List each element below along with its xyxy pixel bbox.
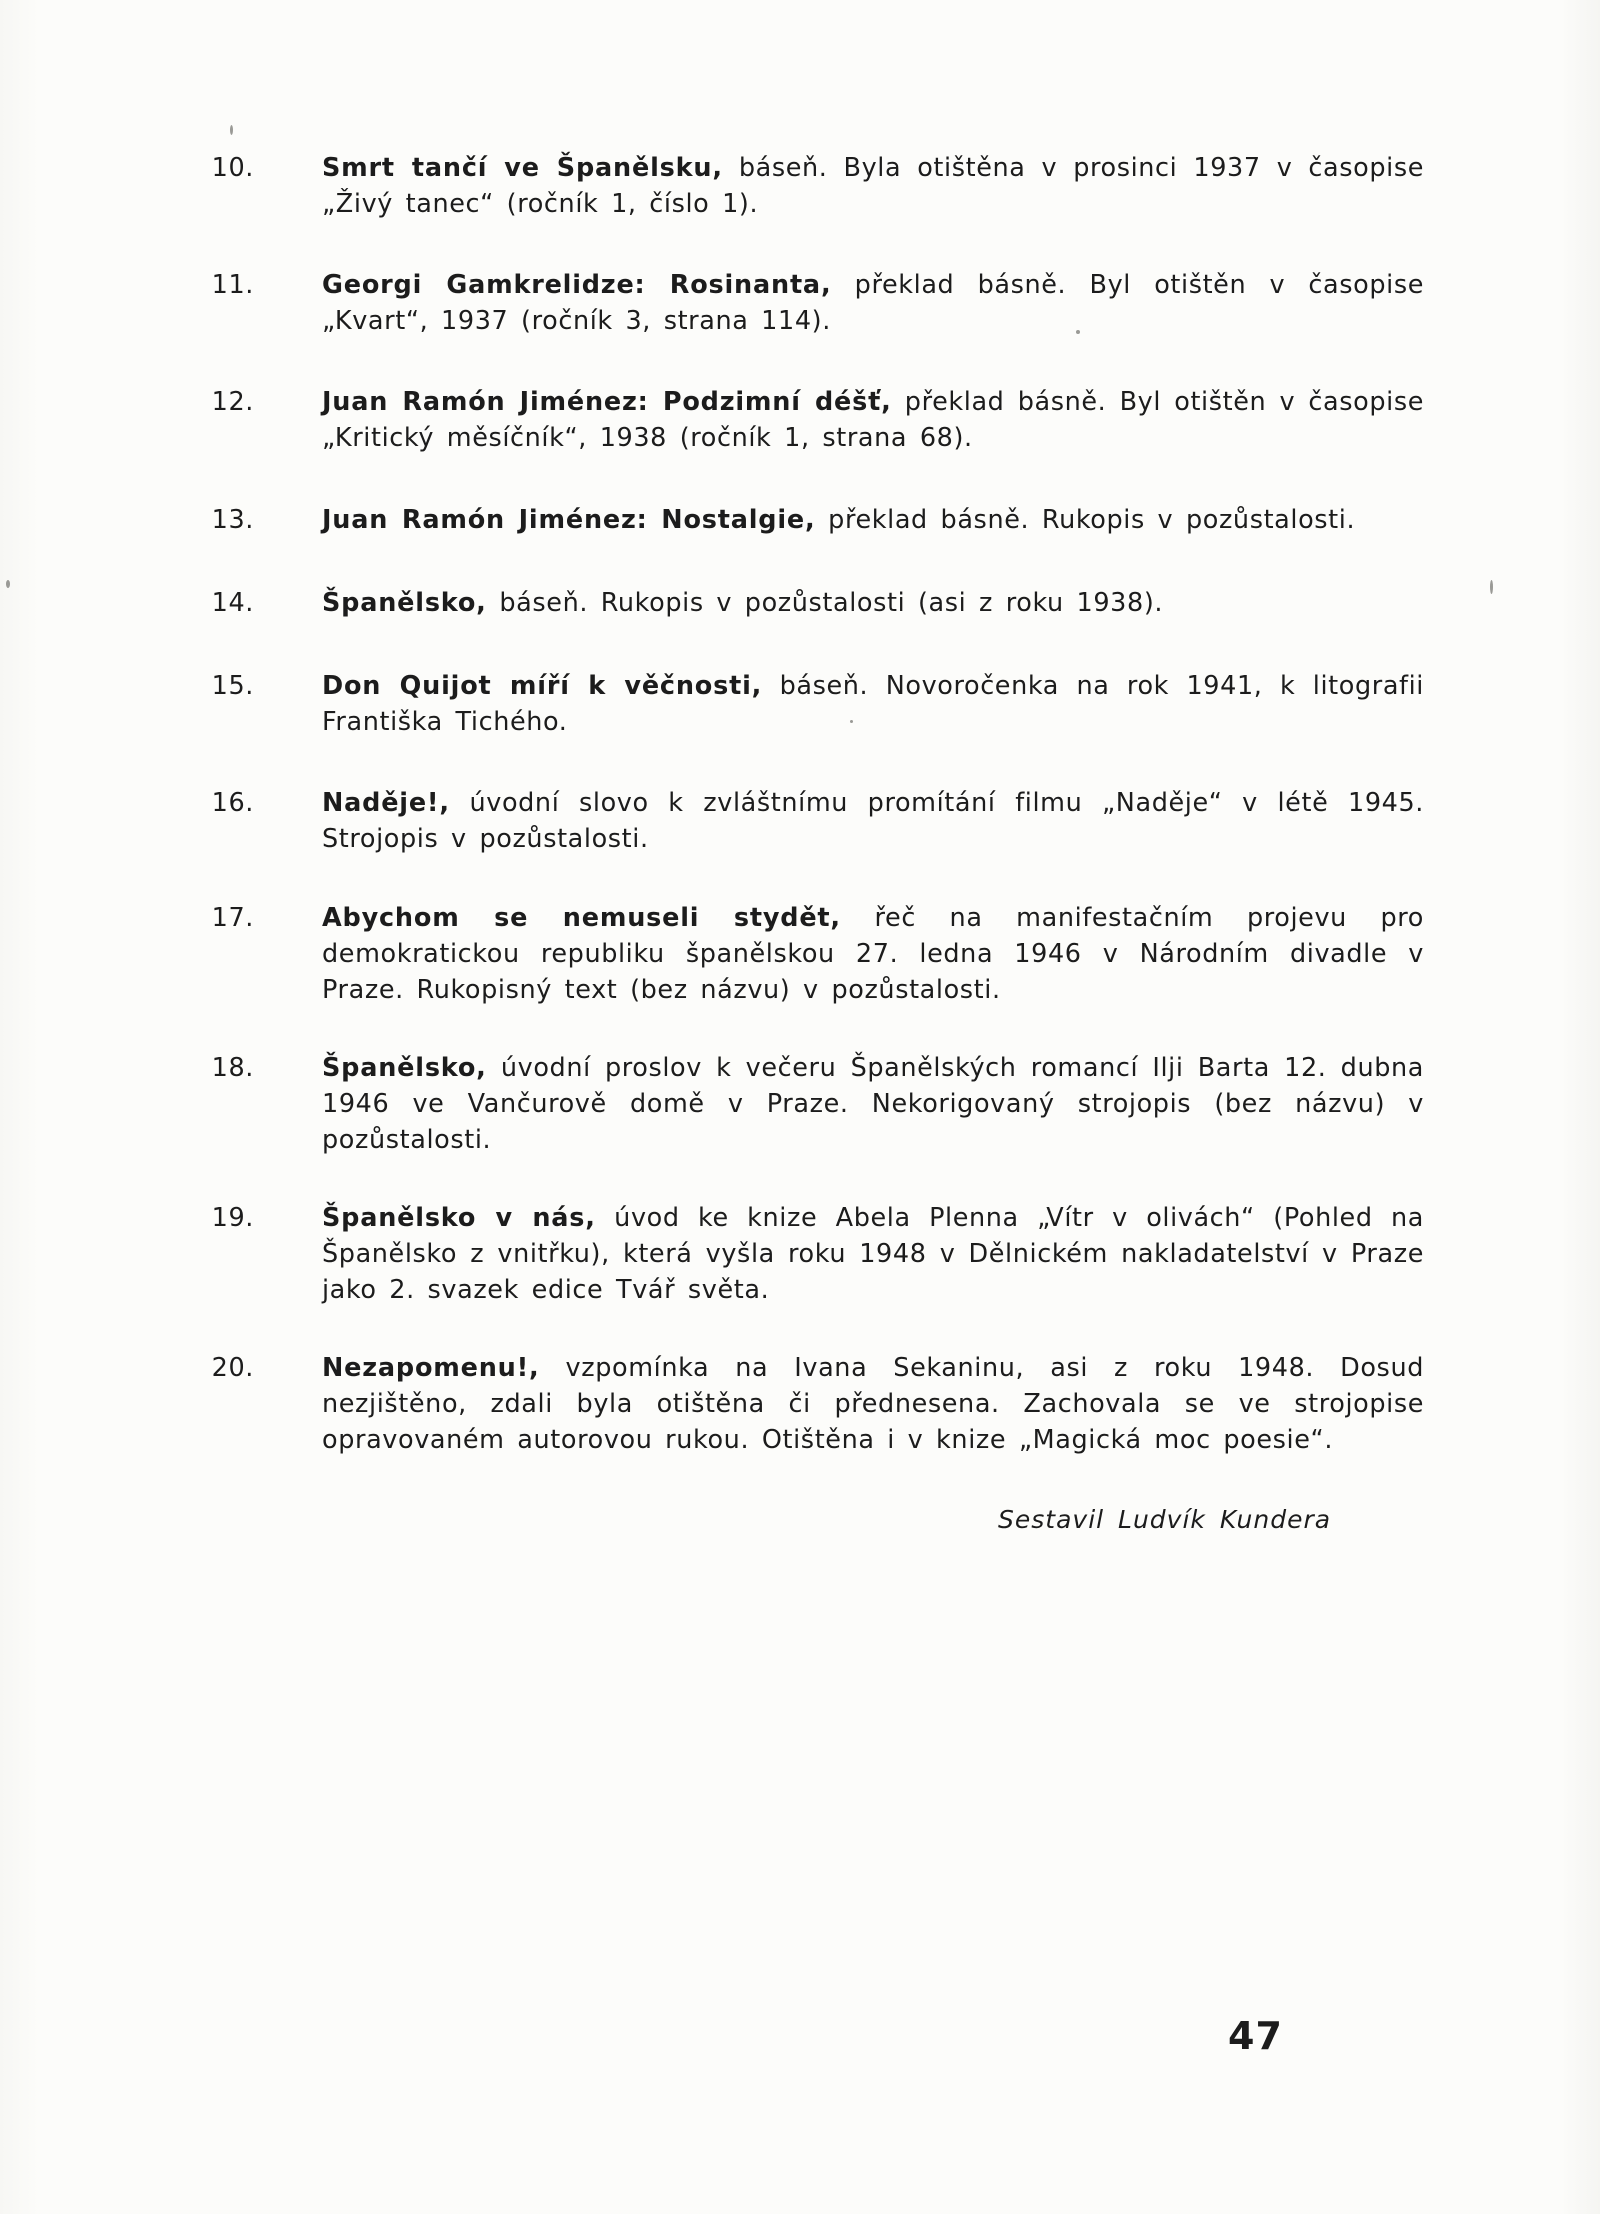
entry-body — [256, 668, 1424, 740]
entry-number: 13. — [211, 505, 254, 535]
entry-body — [256, 150, 1424, 222]
entry-number: 10. — [211, 153, 254, 183]
entry-title: Juan Ramón Jiménez: Nostalgie, — [322, 505, 816, 535]
bibliography-entry-11 — [211, 267, 1424, 339]
entry-number: 16. — [211, 788, 254, 818]
bibliography-entry-20 — [211, 1350, 1424, 1458]
entry-text: překlad básně. Byl otištěn v časopise „Kritický měsíčník“, 1938 (ročník 1, strana 68). — [322, 387, 1424, 453]
entry-title: Naděje!, — [322, 788, 450, 818]
entry-body — [256, 585, 1424, 621]
entry-text: báseň. Rukopis v pozůstalosti (asi z roku 1938). — [486, 588, 1164, 618]
bibliography-entry-14 — [211, 585, 1424, 621]
entry-text: překlad básně. Byl otištěn v časopise „Kvart“, 1937 (ročník 3, strana 114). — [322, 270, 1424, 336]
paper-speck — [1490, 580, 1493, 594]
compiler-signature: Sestavil Ludvík Kundera — [998, 1505, 1332, 1534]
entry-title: Španělsko v nás, — [322, 1203, 596, 1233]
entry-title: Španělsko, — [322, 1053, 487, 1083]
bibliography-entry-17 — [211, 900, 1425, 1008]
entry-body — [256, 900, 1424, 1008]
entry-text: vzpomínka na Ivana Sekaninu, asi z roku 1948. Dosud nezjištěno, zdali byla otištěna či přednesena. Zachovala se ve strojopise opravovaném autorovou rukou. Otištěna i v knize „Magická moc poesie“. — [322, 1353, 1424, 1455]
entry-number: 12. — [211, 387, 254, 417]
bibliography-entry-15 — [211, 668, 1424, 740]
entry-number: 17. — [211, 903, 254, 933]
entry-text: úvod ke knize Abela Plenna „Vítr v olivách“ (Pohled na Španělsko z vnitřku), která vyšla roku 1948 v Dělnickém nakladatelství v Praze jako 2. svazek edice Tvář světa. — [322, 1203, 1424, 1305]
entry-number: 19. — [211, 1203, 254, 1233]
entry-title: Juan Ramón Jiménez: Podzimní déšť, — [322, 387, 892, 417]
paper-speck — [850, 720, 853, 723]
entry-body — [256, 384, 1424, 456]
entry-title: Nezapomenu!, — [322, 1353, 540, 1383]
entry-body — [256, 502, 1424, 538]
entry-body — [256, 1200, 1424, 1308]
entry-body — [256, 785, 1424, 857]
entry-number: 18. — [211, 1053, 254, 1083]
bibliography-entry-19 — [211, 1200, 1424, 1308]
paper-speck — [1076, 330, 1080, 334]
bibliography-entry-10 — [211, 150, 1424, 222]
entry-text: překlad básně. Rukopis v pozůstalosti. — [815, 505, 1356, 535]
bibliography-entry-16 — [211, 785, 1424, 857]
entry-text: báseň. Byla otištěna v prosinci 1937 v časopise „Živý tanec“ (ročník 1, číslo 1). — [322, 153, 1424, 219]
paper-speck — [230, 125, 233, 135]
entry-body — [256, 1350, 1424, 1458]
entry-number: 15. — [211, 671, 254, 701]
entry-number: 14. — [211, 588, 254, 618]
entry-text: úvodní proslov k večeru Španělských romancí Ilji Barta 12. dubna 1946 ve Vančurově domě v Praze. Nekorigovaný strojopis (bez názvu) v pozůstalosti. — [322, 1053, 1424, 1155]
entry-title: Španělsko, — [322, 588, 487, 618]
entry-text: báseň. Novoročenka na rok 1941, k litografii Františka Tichého. — [322, 671, 1424, 737]
entry-title: Georgi Gamkrelidze: Rosinanta, — [322, 270, 832, 300]
entry-title: Abychom se nemuseli stydět, — [322, 903, 841, 933]
entry-title: Don Quijot míří k věčnosti, — [322, 671, 763, 701]
bibliography-entry-18 — [211, 1050, 1424, 1158]
entry-number: 11. — [211, 270, 254, 300]
page-number: 47 — [1228, 2014, 1283, 2058]
bibliography-entry-12 — [211, 384, 1424, 456]
entry-title: Smrt tančí ve Španělsku, — [322, 153, 723, 183]
entry-text: úvodní slovo k zvláštnímu promítání filmu „Naděje“ v létě 1945. Strojopis v pozůstalosti. — [322, 788, 1424, 854]
entry-text: řeč na manifestačním projevu pro demokratickou republiku španělskou 27. ledna 1946 v Národním divadle v Praze. Rukopisný text (bez názvu) v pozůstalosti. — [322, 903, 1425, 1005]
paper-speck — [6, 580, 10, 588]
entry-body — [256, 267, 1424, 339]
entry-body — [256, 1050, 1424, 1158]
entry-number: 20. — [211, 1353, 254, 1383]
bibliography-entry-13 — [211, 502, 1424, 538]
